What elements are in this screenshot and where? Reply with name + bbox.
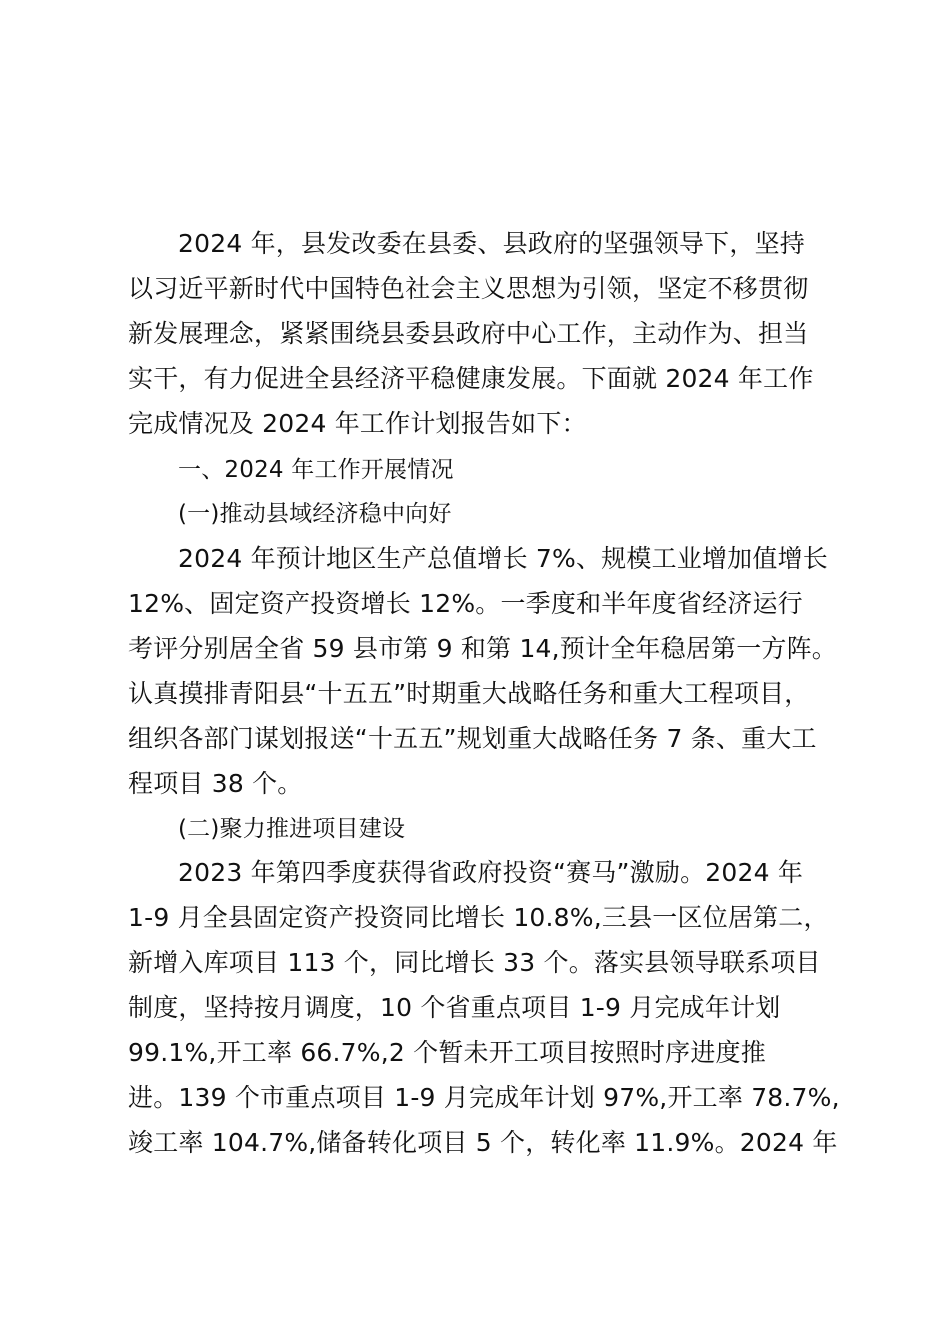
paragraph-1-line-3: 考评分别居全省 59 县市第 9 和第 14,预计全年稳居第一方阵。: [128, 634, 838, 663]
paragraph-intro-line-4: 实干，有力促进全县经济平稳健康发展。下面就 2024 年工作: [128, 364, 814, 393]
paragraph-2-line-5: 99.1%,开工率 66.7%,2 个暂未开工项目按照时序进度推: [128, 1038, 766, 1067]
paragraph-1-line-1: 2024 年预计地区生产总值增长 7%、规模工业增加值增长: [178, 544, 828, 573]
paragraph-2-line-2: 1-9 月全县固定资产投资同比增长 10.8%,三县一区位居第二，: [128, 903, 829, 932]
paragraph-2-line-7: 竣工率 104.7%,储备转化项目 5 个，转化率 11.9%。2024 年: [128, 1128, 838, 1157]
paragraph-2-line-1: 2023 年第四季度获得省政府投资“赛马”激励。2024 年: [178, 858, 804, 887]
paragraph-1-line-6: 程项目 38 个。: [128, 769, 303, 798]
paragraph-intro-line-5: 完成情况及 2024 年工作计划报告如下：: [128, 409, 587, 438]
subsection-heading-1: (一)推动县域经济稳中向好: [178, 501, 452, 527]
section-heading-1: 一、2024 年工作开展情况: [178, 457, 454, 483]
subsection-heading-2: (二)聚力推进项目建设: [178, 816, 406, 842]
paragraph-intro-line-1: 2024 年，县发改委在县委、县政府的坚强领导下，坚持: [178, 229, 805, 258]
paragraph-2-line-3: 新增入库项目 113 个，同比增长 33 个。落实县领导联系项目: [128, 948, 821, 977]
paragraph-1-line-5: 组织各部门谋划报送“十五五”规划重大战略任务 7 条、重大工: [128, 724, 817, 753]
paragraph-intro-line-3: 新发展理念，紧紧围绕县委县政府中心工作，主动作为、担当: [128, 319, 809, 348]
paragraph-2-line-6: 进。139 个市重点项目 1-9 月完成年计划 97%,开工率 78.7%,: [128, 1083, 840, 1112]
paragraph-2-line-4: 制度，坚持按月调度，10 个省重点项目 1-9 月完成年计划: [128, 993, 781, 1022]
paragraph-intro-line-2: 以习近平新时代中国特色社会主义思想为引领，坚定不移贯彻: [128, 274, 809, 303]
paragraph-1-line-2: 12%、固定资产投资增长 12%。一季度和半年度省经济运行: [128, 589, 803, 618]
paragraph-1-line-4: 认真摸排青阳县“十五五”时期重大战略任务和重大工程项目，: [128, 679, 810, 708]
